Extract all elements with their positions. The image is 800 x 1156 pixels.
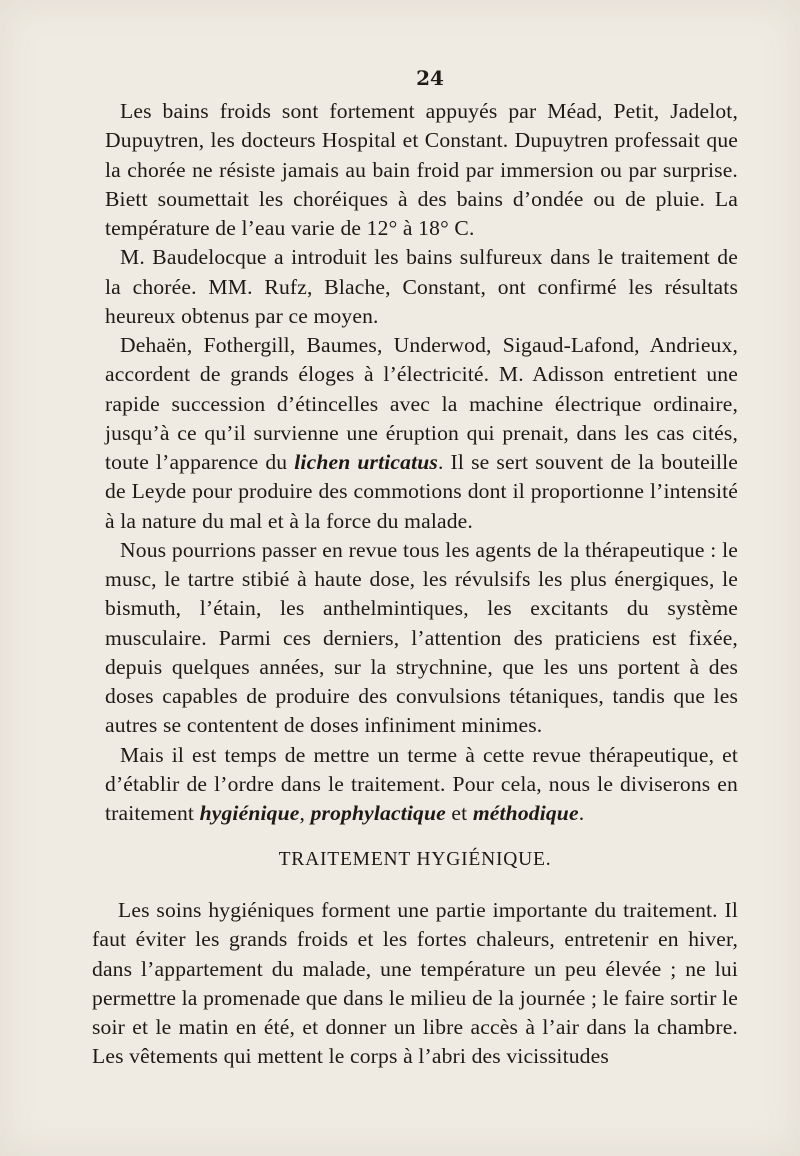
paragraph-hygienic-care: Les soins hygiéniques forment une partie importante du traitement. Il faut éviter les grands froids et les fortes chaleurs, entretenir en hiver, dans l’appartement du malade, une température un peu élevée ; ne lui permettre la promenade que dans le milieu de la journée ; le faire sortir le soir et le matin en été, et donner un libre accès à l’air dans la chambre. Les vêtements qui mettent le corps à l’abri des vicissitudes	[92, 898, 738, 1069]
paragraph-division-sep-2: et	[445, 801, 473, 825]
section-heading: TRAITEMENT HYGIÉNIQUE.	[278, 849, 552, 870]
lichen-urticatus-term: lichen urticatus	[294, 450, 438, 474]
term-prophylactique: prophylactique	[310, 801, 446, 825]
paragraph-therapeutic-agents: Nous pourrions passer en revue tous les agents de la thérapeutique : le musc, le tartre stibié à haute dose, les révulsifs les plus énergiques, le bismuth, l’étain, les anthelmintiques, les excitants du système musculaire. Parmi ces derniers, l’attention des praticiens est fixée, depuis quelques années, sur la strychnine, que les uns portent à des doses capables de produire des convulsions tétaniques, tandis que les autres se contentent de doses infiniment minimes.	[105, 537, 738, 738]
paragraph-division-part-1: Mais il est temps de mettre un terme à cette revue thérapeutique, et d’établir de l’ordre dans le traitement. Pour cela, nous le diviserons en traitement	[105, 742, 738, 825]
term-hygienique: hygiénique	[199, 801, 300, 825]
page-number: 24	[416, 66, 444, 90]
paragraph-treatment-division	[105, 741, 738, 829]
paragraph-electricity-part-1: Dehaën, Fothergill, Baumes, Underwod, Sigaud-Lafond, Andrieux, accordent de grands éloges à l’électricité. M. Adisson entretient une rapide succession d’étincelles avec la machine électrique ordinaire, jusqu’à ce qu’il survienne une éruption qui prenait, dans les cas cités, toute l’apparence du	[105, 333, 738, 474]
paragraph-electricity-part-2: . Il se sert souvent de la bouteille de Leyde pour produire des commotions dont il proportionne l’intensité à la nature du mal et à la force du malade.	[105, 450, 739, 533]
main-text	[105, 97, 738, 828]
paragraph-sulfur-baths: M. Baudelocque a introduit les bains sulfureux dans le traitement de la chorée. MM. Rufz, Blache, Constant, ont confirmé les résultats heureux obtenus par ce moyen.	[105, 245, 738, 328]
term-methodique: méthodique	[472, 801, 579, 825]
section-text	[92, 896, 738, 1072]
paragraph-electricity	[105, 331, 738, 536]
paragraph-cold-baths: Les bains froids sont fortement appuyés par Méad, Petit, Jadelot, Dupuytren, les docteurs Hospital et Constant. Dupuytren professait que la chorée ne résiste jamais au bain froid par immersion ou par surprise. Biett soumettait les choréiques à des bains d’ondée ou de pluie. La température de l’eau varie de 12° à 18° C.	[105, 99, 738, 240]
paragraph-division-sep-1: ,	[299, 801, 311, 825]
paragraph-division-end: .	[578, 801, 585, 825]
